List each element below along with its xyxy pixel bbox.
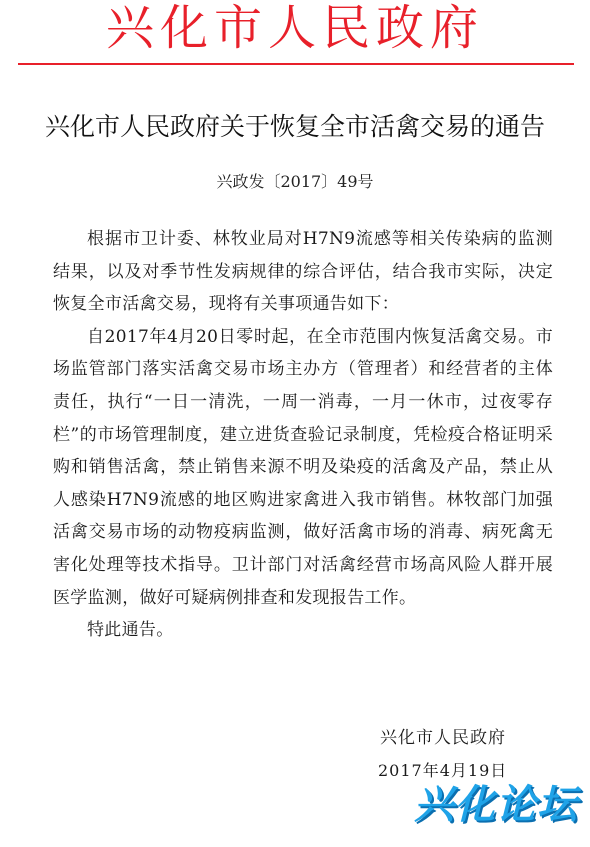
signature-date: 2017年4月19日 — [378, 761, 508, 780]
masthead — [0, 0, 590, 64]
paragraph-closing: 特此通告。 — [87, 620, 174, 641]
document-number: 兴政发〔2017〕49号 — [216, 172, 374, 191]
masthead-title: 兴化市人民政府 — [105, 0, 484, 56]
document-title: 兴化市人民政府关于恢复全市活禽交易的通告 — [44, 112, 545, 141]
paragraph-intro: 根据市卫计委、林牧业局对H7N9流感等相关传染病的监测结果，以及对季节性发病规律的综合评估，结合我市实际，决定恢复全市活禽交易，现将有关事项通告如下： — [53, 229, 553, 315]
masthead-divider — [18, 63, 574, 65]
paragraph-main: 自2017年4月20日零时起，在全市范围内恢复活禽交易。市场监管部门落实活禽交易市场主办方（管理者）和经营者的主体责任，执行“一日一清洗，一周一消毒，一月一休市，过夜零存栏”的市场管理制度，建立进货查验记录制度，凭检疫合格证明采购和销售活禽，禁止销售来源不明及染疫的活禽及产品，禁止从人感染H7N9流感的地区购进家禽进入我市销售。林牧部门加强活禽交易市场的动物疫病监测，做好活禽市场的消毒、病死禽无害化处理等技术指导。卫计部门对活禽经营市场高风险人群开展医学监测，做好可疑病例排查和发现报告工作。 — [53, 326, 553, 608]
signature-organization: 兴化市人民政府 — [380, 728, 506, 748]
forum-watermark-logo: 兴化论坛 — [414, 782, 578, 828]
document-body — [53, 223, 553, 647]
